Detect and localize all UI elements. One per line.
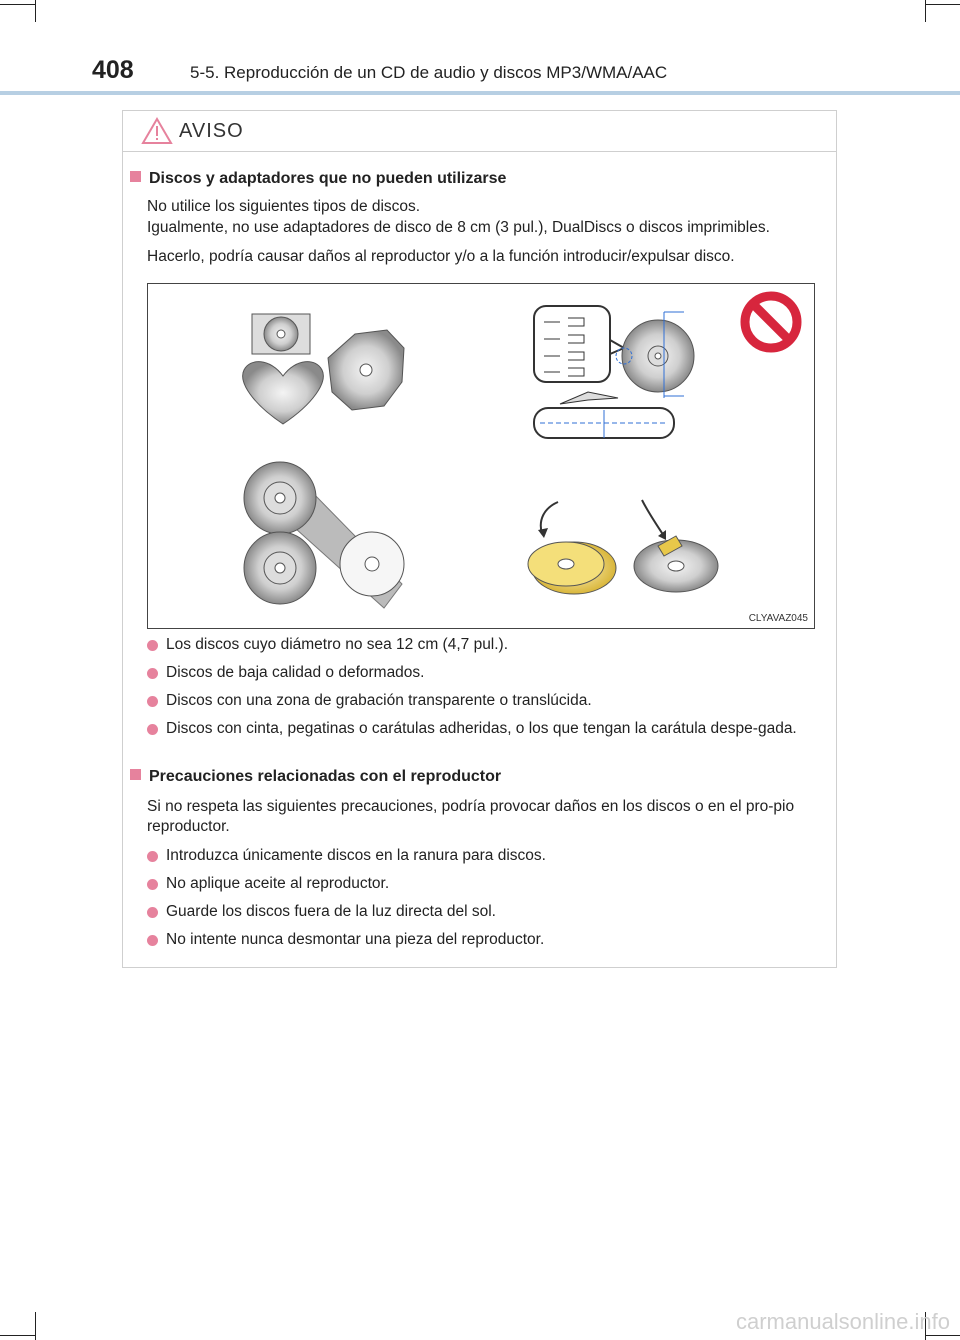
prohibited-discs-figure bbox=[147, 283, 815, 629]
crop-mark bbox=[925, 4, 960, 5]
bullet-dot-icon bbox=[147, 640, 158, 651]
figure-illustration bbox=[148, 284, 814, 628]
paragraph: Si no respeta las siguientes precauciones, podría provocar daños en los discos o en el pro-pio reproductor. bbox=[147, 798, 795, 835]
bullet-dot-icon bbox=[147, 879, 158, 890]
prohibited-sign-icon bbox=[745, 296, 797, 348]
warning-header bbox=[123, 111, 836, 152]
cd-disc-icon bbox=[252, 314, 310, 354]
list-item bbox=[147, 930, 831, 950]
section-title: 5-5. Reproducción de un CD de audio y discos MP3/WMA/AAC bbox=[190, 63, 668, 82]
warning-title: AVISO bbox=[179, 120, 244, 142]
list-item bbox=[147, 719, 831, 739]
paragraph: Hacerlo, podría causar daños al reproductor y/o a la función introducir/expulsar disco. bbox=[147, 248, 735, 265]
paragraph: Igualmente, no use adaptadores de disco de 8 cm (3 pul.), DualDiscs o discos imprimibles. bbox=[147, 219, 770, 236]
section-heading-text: Discos y adaptadores que no pueden utilizarse bbox=[149, 170, 507, 187]
list-item-text: Los discos cuyo diámetro no sea 12 cm (4,7 pul.). bbox=[166, 636, 509, 653]
bullet-dot-icon bbox=[147, 851, 158, 862]
section-heading bbox=[130, 170, 506, 188]
list-item-text: Discos con cinta, pegatinas o carátulas adheridas, o los que tengan la carátula despe-gada. bbox=[166, 720, 797, 737]
warning-triangle-icon bbox=[141, 117, 173, 145]
list-item bbox=[147, 846, 831, 866]
crop-mark bbox=[0, 1335, 35, 1336]
section-heading bbox=[130, 768, 501, 786]
list-item-text: Discos con una zona de grabación transparente o translúcida. bbox=[166, 692, 592, 709]
section-heading-text: Precauciones relacionadas con el reproductor bbox=[149, 768, 502, 785]
page-number: 408 bbox=[92, 56, 134, 84]
square-bullet-icon bbox=[130, 769, 141, 780]
list-item-text: Discos de baja calidad o deformados. bbox=[166, 664, 425, 681]
bullet-dot-icon bbox=[147, 668, 158, 679]
crop-mark bbox=[925, 0, 926, 22]
bullet-dot-icon bbox=[147, 907, 158, 918]
square-bullet-icon bbox=[130, 171, 141, 182]
list-item-text: Introduzca únicamente discos en la ranura para discos. bbox=[166, 847, 546, 864]
crop-mark bbox=[35, 0, 36, 22]
figure-code: CLYAVAZ045 bbox=[748, 613, 808, 624]
list-item-text: Guarde los discos fuera de la luz directa del sol. bbox=[166, 903, 496, 920]
list-item-text: No aplique aceite al reproductor. bbox=[166, 875, 390, 892]
crop-mark bbox=[925, 1335, 960, 1336]
list-item-text: No intente nunca desmontar una pieza del reproductor. bbox=[166, 931, 545, 948]
bullet-dot-icon bbox=[147, 935, 158, 946]
paragraph: No utilice los siguientes tipos de discos. bbox=[147, 198, 421, 215]
crop-mark bbox=[35, 1312, 36, 1340]
cd-disc-icon bbox=[243, 362, 324, 424]
watermark: carmanualsonline.info bbox=[735, 1309, 950, 1334]
list-item bbox=[147, 691, 831, 711]
list-item bbox=[147, 635, 831, 655]
bullet-dot-icon bbox=[147, 724, 158, 735]
crop-mark bbox=[0, 4, 35, 5]
cd-disc-icon bbox=[244, 462, 404, 608]
cd-disc-icon bbox=[528, 500, 718, 594]
cd-disc-icon bbox=[534, 306, 694, 438]
cd-disc-icon bbox=[328, 330, 404, 410]
list-item bbox=[147, 663, 831, 683]
list-item bbox=[147, 874, 831, 894]
bullet-dot-icon bbox=[147, 696, 158, 707]
warning-box bbox=[122, 110, 837, 968]
list-item bbox=[147, 902, 831, 922]
header-rule bbox=[0, 91, 960, 95]
